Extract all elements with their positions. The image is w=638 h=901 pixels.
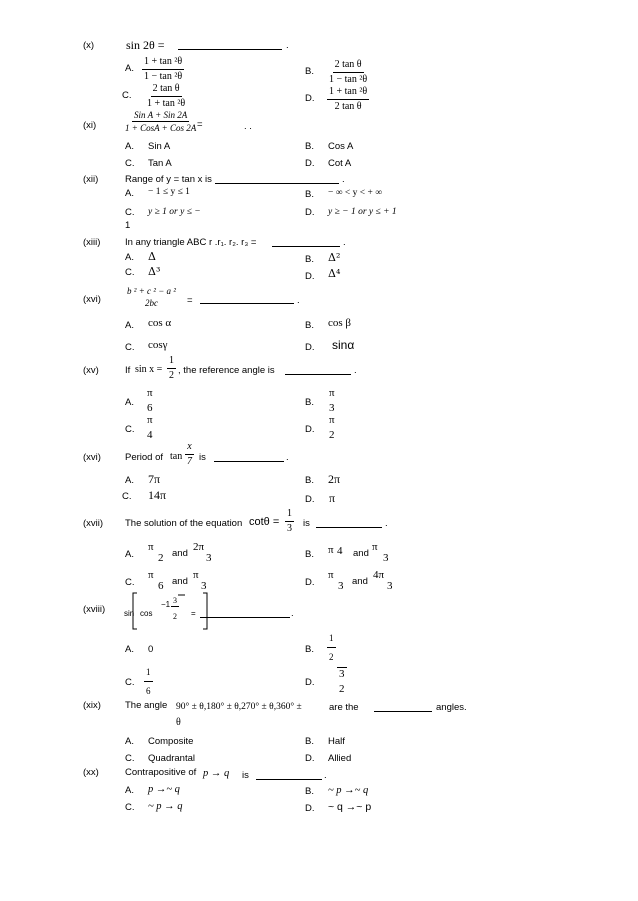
question-number: (x) <box>83 40 95 51</box>
option-b-pi: π <box>328 544 334 556</box>
option-b-and: and <box>353 548 369 559</box>
answer-blank <box>214 461 284 462</box>
option-a-text: p →~ q <box>148 784 180 795</box>
equals-sign: = <box>197 119 203 130</box>
answer-blank <box>285 374 351 375</box>
option-b-text: ~ p →~ q <box>328 785 369 796</box>
question-stem-math: 90° ± θ,180° ± θ,270° ± θ,360° ± <box>176 702 302 712</box>
question-stem-prefix: The solution of the equation <box>125 518 243 529</box>
option-d-text: Cot A <box>328 158 352 169</box>
question-number: (xx) <box>83 767 99 778</box>
option-label: D. <box>305 577 315 588</box>
question-end: . <box>343 237 346 248</box>
option-d-sub: 3 <box>338 580 344 592</box>
option-label: C. <box>125 577 135 588</box>
option-label: A. <box>125 644 134 655</box>
option-label: D. <box>305 93 315 104</box>
option-a-text: Composite <box>148 736 194 747</box>
option-d-fraction: 3 2 <box>339 668 345 695</box>
question-stem-suffix: is <box>242 770 249 781</box>
option-c-continuation: 1 <box>125 220 131 231</box>
option-c-text: cosγ <box>148 339 168 351</box>
question-number: (xvi) <box>83 294 101 305</box>
question-stem-theta: θ <box>176 717 181 728</box>
option-d-text: ~ q →~ p <box>328 801 372 813</box>
question-stem-fraction: $\frac{x}{7}$ <box>187 441 192 467</box>
option-b-text: 2π <box>328 472 341 486</box>
option-label: C. <box>122 491 132 502</box>
equals-sign: = <box>187 295 193 306</box>
option-d-and: and <box>352 576 368 587</box>
option-label: D. <box>305 494 315 505</box>
option-d-pi: π <box>328 569 334 581</box>
option-a-text: Sin A <box>148 141 171 152</box>
option-label: A. <box>125 252 134 263</box>
question-number: (xvii) <box>83 518 104 529</box>
question-stem-math: sin x = <box>135 364 163 375</box>
question-end: . <box>354 365 357 376</box>
option-label: D. <box>305 158 315 169</box>
option-a-fraction: π 6 <box>147 387 153 414</box>
option-d-pi: 4π <box>373 569 385 581</box>
question-end: . <box>291 608 294 619</box>
option-d-text: Δ⁴ <box>328 267 341 280</box>
question-number: (xvi) <box>83 452 101 463</box>
option-label: A. <box>125 320 134 331</box>
option-label: C. <box>125 342 135 353</box>
option-label: B. <box>305 475 314 486</box>
option-c-fraction: π 4 <box>147 414 153 441</box>
answer-blank <box>200 303 294 304</box>
option-label: A. <box>125 63 134 74</box>
option-label: B. <box>305 66 314 77</box>
option-c-text: Tan A <box>148 158 172 169</box>
option-c-text: y ≥ 1 or y ≤ − <box>148 207 201 217</box>
option-label: C. <box>125 207 135 218</box>
option-d-fraction: π 2 <box>329 414 335 441</box>
question-number: (xviii) <box>83 604 106 615</box>
option-a-sub: 2 <box>158 552 164 564</box>
question-stem-fraction: b ² + c ² − a ² 2bc <box>127 286 176 309</box>
option-a-text: 7π <box>148 472 161 486</box>
option-label: B. <box>305 644 314 655</box>
question-stem-math: p → q <box>203 768 230 779</box>
question-stem-suffix: , the reference angle is <box>178 365 275 376</box>
option-a-text: Δ <box>148 250 156 263</box>
option-a-fraction: $\frac{\text{1 + tan ²θ}}{\text{1 − tan ²θ}}$ <box>144 56 183 82</box>
option-c-fraction: $\frac{\text{2 tan θ}}{\text{1 + tan ²θ}}$ <box>147 83 186 109</box>
option-d-text: Allied <box>328 753 352 764</box>
question-end: . <box>286 40 289 51</box>
option-label: B. <box>305 189 314 200</box>
option-c-fraction: $\frac{1}{6}$ <box>146 667 151 697</box>
question-end: . <box>297 295 300 306</box>
option-label: A. <box>125 736 134 747</box>
option-label: D. <box>305 677 315 688</box>
question-stem-prefix: Contrapositive of <box>125 767 197 778</box>
question-stem: sin 2θ = <box>126 38 165 52</box>
option-label: B. <box>305 141 314 152</box>
question-end: . <box>286 452 289 463</box>
option-label: B. <box>305 736 314 747</box>
option-d-fraction: $\frac{\text{1 + tan ²θ}}{\text{2 tan θ}}$ <box>329 86 368 112</box>
question-end: . <box>385 518 388 529</box>
option-b-fraction: $\frac{\text{2 tan θ}}{\text{1 − tan ²θ}}$ <box>329 59 368 85</box>
question-end: . <box>324 770 327 781</box>
option-label: D. <box>305 753 315 764</box>
answer-blank <box>200 617 290 618</box>
option-c-text: Quadrantal <box>148 753 196 764</box>
option-label: A. <box>125 141 134 152</box>
question-stem-suffix: are the <box>329 702 359 713</box>
option-c-text: Δ³ <box>148 265 161 278</box>
answer-blank <box>272 246 340 247</box>
option-label: A. <box>125 188 134 199</box>
option-label: C. <box>125 158 135 169</box>
option-label: C. <box>122 90 132 101</box>
question-number: (xv) <box>83 365 99 376</box>
option-label: A. <box>125 785 134 796</box>
option-c-sub: 6 <box>158 580 164 592</box>
option-a-pi: π <box>148 541 154 553</box>
question-end: angles. <box>436 702 467 713</box>
option-label: B. <box>305 397 314 408</box>
question-end: . <box>342 174 345 185</box>
option-label: C. <box>125 267 135 278</box>
option-label: D. <box>305 207 315 218</box>
option-d-text: π <box>329 491 336 505</box>
option-label: B. <box>305 320 314 331</box>
answer-blank <box>256 779 322 780</box>
option-d-text: y ≥ − 1 or y ≤ + 1 <box>328 207 397 217</box>
option-b-text: − ∞ < y < + ∞ <box>328 188 382 198</box>
option-d-text: sinα <box>332 338 355 352</box>
option-a-text: cos α <box>148 317 172 329</box>
option-c-pi: π <box>193 569 199 581</box>
question-number: (xiii) <box>83 237 101 248</box>
question-stem-math: cotθ = <box>249 516 280 528</box>
option-b-text: Cos A <box>328 141 354 152</box>
stem-inverse: −1 <box>161 600 171 609</box>
question-stem-suffix: is <box>303 518 310 529</box>
option-c-and: and <box>172 576 188 587</box>
option-label: C. <box>125 802 135 813</box>
option-label: C. <box>125 424 135 435</box>
question-number: (xii) <box>83 174 99 185</box>
option-a-text: 0 <box>148 644 154 655</box>
option-c-text: ~ p → q <box>148 801 183 812</box>
option-label: D. <box>305 271 315 282</box>
option-b-text: Δ² <box>328 251 341 264</box>
option-c-text: 14π <box>148 488 167 502</box>
equals-sign: = <box>191 609 196 618</box>
option-label: B. <box>305 549 314 560</box>
question-stem-fraction: $\frac{1}{3}$ <box>287 508 292 534</box>
question-stem-suffix: is <box>199 452 206 463</box>
option-b-fraction: $\frac{1}{2}$ <box>329 633 334 663</box>
option-c-sub: 3 <box>201 580 207 592</box>
question-stem: In any triangle ABC r .r₁. r₂. r₃ = <box>125 237 257 248</box>
option-b-sub: 3 <box>383 552 389 564</box>
option-label: D. <box>305 342 315 353</box>
question-number: (xi) <box>83 120 97 131</box>
option-d-sub: 3 <box>387 580 393 592</box>
question-number: (xix) <box>83 700 101 711</box>
stem-sin: sin <box>124 609 135 618</box>
question-stem-prefix: Period of <box>125 452 164 463</box>
question-stem-fraction: $\frac{3}{2}$ <box>173 596 177 622</box>
question-stem-prefix: The angle <box>125 700 168 711</box>
option-a-and: and <box>172 548 188 559</box>
question-stem-fraction: Sin A + Sin 2A 1 + CosA + Cos 2A <box>125 110 197 134</box>
answer-blank <box>316 527 382 528</box>
option-label: B. <box>305 786 314 797</box>
stem-cos: cos <box>140 609 153 618</box>
option-b-sub: 4 <box>337 545 343 557</box>
option-a-sub: 3 <box>206 552 212 564</box>
question-stem: Range of y = tan x is <box>125 174 212 185</box>
option-b-pi: π <box>372 541 378 553</box>
option-label: A. <box>125 475 134 486</box>
question-stem-math: tan <box>170 451 183 462</box>
option-a-text: − 1 ≤ y ≤ 1 <box>148 187 190 197</box>
option-label: A. <box>125 549 134 560</box>
answer-blank <box>178 49 282 50</box>
answer-blank <box>374 711 432 712</box>
blank-dots: . . <box>244 121 252 132</box>
option-label: A. <box>125 397 134 408</box>
option-c-pi: π <box>148 569 154 581</box>
question-stem-prefix: If <box>125 365 131 376</box>
question-stem-fraction: $\frac{1}{2}$ <box>169 355 174 381</box>
option-b-text: Half <box>328 736 345 747</box>
answer-blank <box>215 183 339 184</box>
option-label: C. <box>125 677 135 688</box>
option-b-text: cos β <box>328 317 352 329</box>
option-b-fraction: π 3 <box>329 387 335 414</box>
option-label: D. <box>305 803 315 814</box>
option-a-pi: 2π <box>193 541 205 553</box>
option-label: D. <box>305 424 315 435</box>
option-label: B. <box>305 254 314 265</box>
option-label: C. <box>125 753 135 764</box>
